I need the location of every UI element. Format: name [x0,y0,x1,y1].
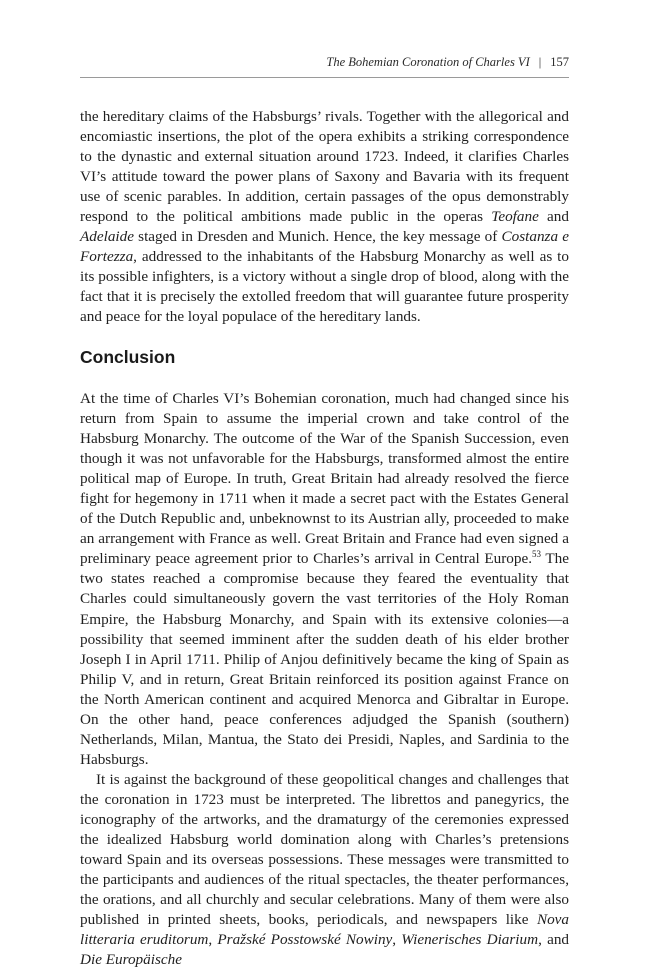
paragraph-1-text-1: the hereditary claims of the Habsburgs’ rivals. Together with the allegorical and encomiastic insertions, the plot of the opera exhibits a striking correspondence to the dynastic and external situation around 1723. Indeed, it clarifies Charles VI’s attitude toward the power plans of Saxony and Bavaria with its frequent use of scenic parables. In addition, certain passages of the opus demonstrably respond to the political ambitions made public in the operas [80,108,569,226]
paragraph-2-text-1: At the time of Charles VI’s Bohemian coronation, much had changed since his return from Spain to assume the imperial crown and take control of the Habsburg Monarchy. The outcome of the War of the Spanish Succession, even though it was not unfavorable for the Habsburgs, transformed almost the entire political map of Europe. In truth, Great Britain had already resolved the fierce fight for hegemony in 1711 when it made a secret pact with the Estates General of the Dutch Republic and, unbeknownst to its Austrian ally, proceeded to make an arrangement with France as well. Great Britain and France had even signed a preliminary peace agreement prior to Charles’s arrival in Central Europe. [80,390,569,568]
paragraph-1 [80,107,569,328]
header-rule [80,77,569,78]
paragraph-1-text-2: and [538,208,569,226]
page-number: 157 [550,55,569,69]
paragraph-2-text-2: The two states reached a compromise because they feared the eventuality that Charles could simultaneously govern the vast territories of the Holy Roman Empire, the Habsburg Monarchy, and Spain with its extensive colonies—a possibility that seemed imminent after the sudden death of his elder brother Joseph I in April 1711. Philip of Anjou definitively became the king of Spain as Philip V, and in return, Great Britain reinforced its position against France on the North American continent and acquired Menorca and Gibraltar in Europe. On the other hand, peace conferences adjudged the Spanish (southern) Netherlands, Milan, Mantua, the Stato dei Presidi, Naples, and Sardinia to the Habsburgs. [80,550,570,768]
paragraph-3 [80,770,569,970]
paragraph-2 [80,389,569,770]
periodical-title-2: Pražské Posstowské Nowiny [217,931,393,949]
opera-title-adelaide: Adelaide [80,228,134,246]
opera-title-teofane: Teofane [491,208,539,226]
paragraph-1-text-3: staged in Dresden and Munich. Hence, the key message of [133,228,502,246]
body-block-1 [80,107,569,328]
paragraph-3-text-2: , [208,931,218,949]
body-block-2 [80,389,569,970]
running-head-separator: | [538,55,542,69]
paragraph-1-text-4: , addressed to the inhabitants of the Habsburg Monarchy as well as to its possible infighters, is a victory without a single drop of blood, along with the fact that it is precisely the extolled freedom that will guarantee future prosperity and peace for the loyal populace of the hereditary lands. [80,248,569,326]
periodical-title-4: Die Europäische [80,951,182,969]
periodical-title-1: Nova litteraria eruditorum [80,911,569,949]
periodical-title-3: Wienerisches Diarium [401,931,539,949]
section-heading: Conclusion [80,347,176,367]
paragraph-3-text-4: , and [538,931,570,949]
paragraph-3-text-1: It is against the background of these geopolitical changes and challenges that the coronation in 1723 must be interpreted. The librettos and panegyrics, the iconography of the artworks, and the dramaturgy of the ceremonies expressed the idealized Habsburg world domination along with Charles’s pretensions toward Spain and its overseas possessions. These messages were transmitted to the participants and audiences of the ritual spectacles, the theater performances, the orations, and all churchly and secular celebrations. Many of them were also published in printed sheets, books, periodicals, and newspapers like [80,770,569,929]
running-head [80,54,569,70]
running-title: The Bohemian Coronation of Charles VI [326,55,530,69]
opera-title-costanza: Costanza e Fortezza [80,228,569,266]
paragraph-3-text-3: , [392,931,402,949]
footnote-ref[interactable]: 53 [532,549,542,560]
